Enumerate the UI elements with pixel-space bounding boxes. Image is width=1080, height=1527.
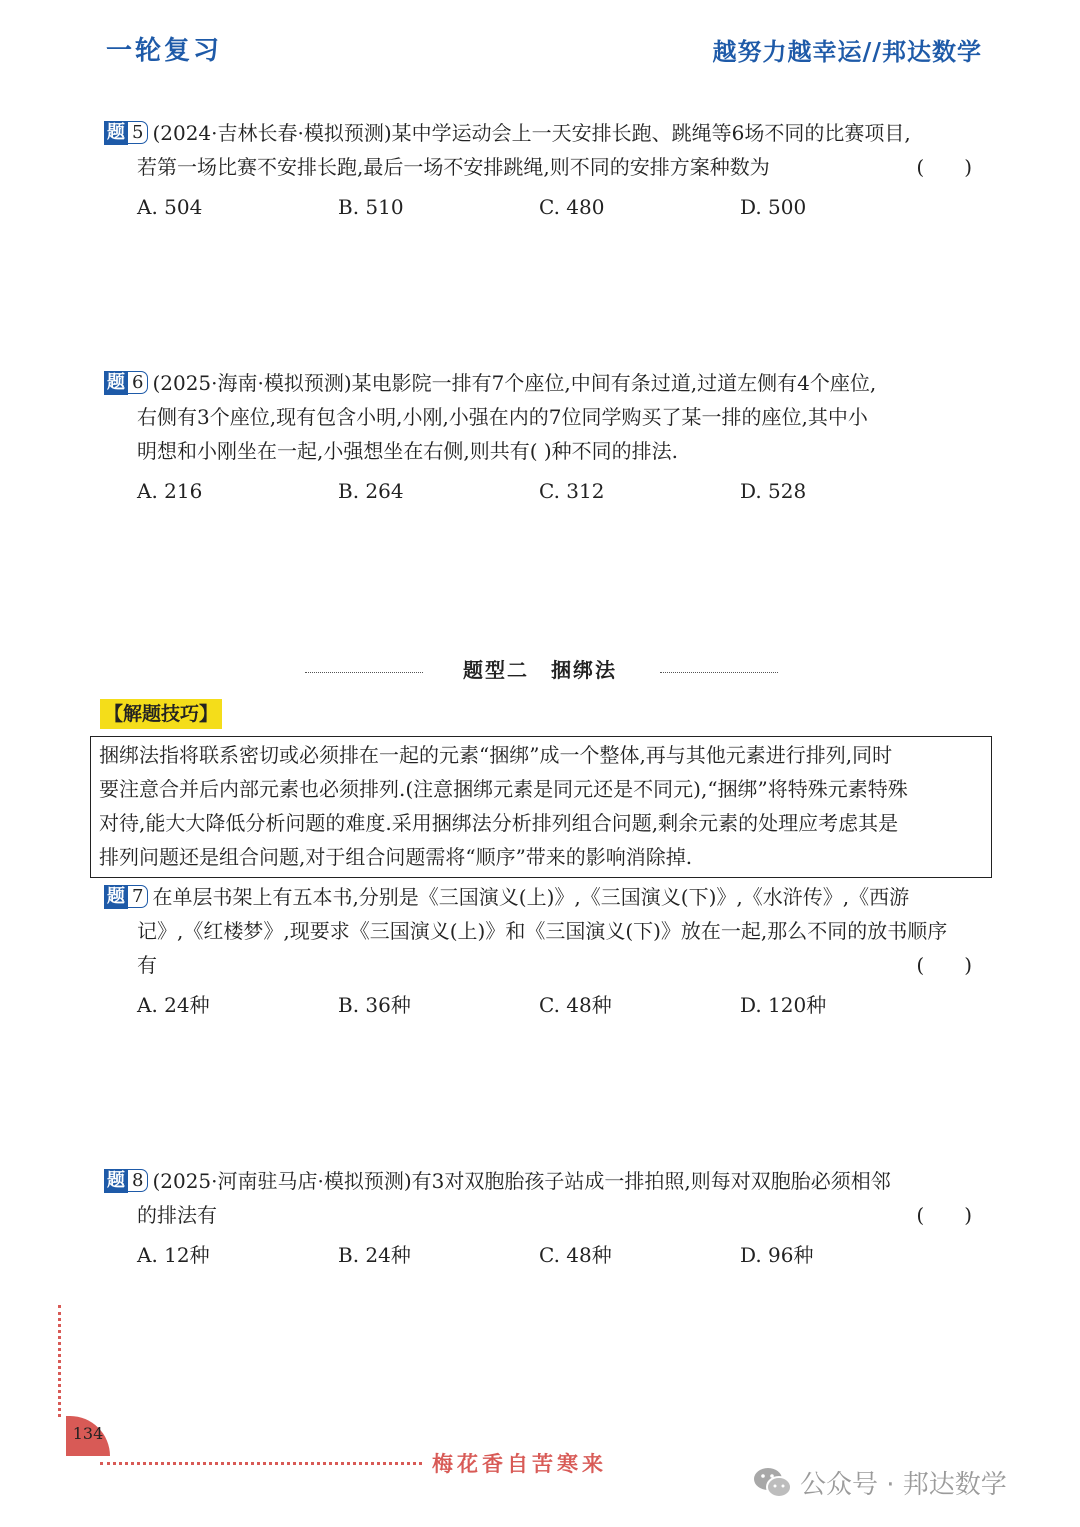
section-title: 题型二 捆绑法 [463, 658, 617, 682]
option-a: A. 24种 [137, 993, 210, 1017]
watermark [752, 1464, 1007, 1501]
tips-line: 捆绑法指将联系密切或必须排在一起的元素“捆绑”成一个整体,再与其他元素进行排列,同时 [99, 743, 893, 767]
option-d: D. 500 [740, 195, 807, 219]
problem-text-line: (2025·海南·模拟预测)某电影院一排有7个座位,中间有条过道,过道左侧有4个座位, [152, 371, 877, 395]
options-row [104, 190, 980, 224]
tips-box [90, 736, 992, 878]
header-left-title: 一轮复习 [106, 36, 223, 66]
option-b: B. 24种 [338, 1243, 411, 1267]
options-row [104, 1238, 980, 1272]
footer-dotted-line-vertical [58, 1305, 61, 1417]
option-b: B. 36种 [338, 993, 411, 1017]
problem-text-line: 有 [137, 953, 157, 977]
problem-text-line: 明想和小刚坐在一起,小强想坐在右侧,则共有( )种不同的排法. [137, 439, 679, 463]
watermark-text: 公众号 · 邦达数学 [800, 1470, 1007, 1500]
section-divider-right [660, 672, 778, 673]
tips-label: 【解题技巧】 [100, 699, 222, 729]
option-c: C. 480 [539, 195, 605, 219]
problem-8 [104, 1164, 980, 1272]
tips-line: 对待,能大大降低分析问题的难度.采用捆绑法分析排列组合问题,剩余元素的处理应考虑其是 [99, 811, 899, 835]
option-c: C. 48种 [539, 1243, 612, 1267]
option-b: B. 264 [338, 479, 404, 503]
option-d: D. 528 [740, 479, 807, 503]
problem-tag: 题 8 [104, 1169, 148, 1193]
problem-text-line: (2024·吉林长春·模拟预测)某中学运动会上一天安排长跑、跳绳等6场不同的比赛项目, [152, 121, 911, 145]
problem-text-line: 若第一场比赛不安排长跑,最后一场不安排跳绳,则不同的安排方案种数为 [137, 155, 770, 179]
wechat-icon [752, 1465, 794, 1501]
page-number: 134 [66, 1416, 110, 1456]
problem-tag: 题 7 [104, 885, 148, 909]
answer-bracket: ( ) [916, 953, 972, 977]
option-a: A. 12种 [137, 1243, 210, 1267]
problem-text-line: 在单层书架上有五本书,分别是《三国演义(上)》,《三国演义(下)》,《水浒传》,《西游 [152, 885, 910, 909]
problem-5 [104, 116, 980, 224]
problem-7 [104, 880, 980, 1022]
options-row [104, 988, 980, 1022]
footer-motto: 梅花香自苦寒来 [432, 1451, 607, 1476]
option-b: B. 510 [338, 195, 404, 219]
option-c: C. 48种 [539, 993, 612, 1017]
tips-line: 排列问题还是组合问题,对于组合问题需将“顺序”带来的影响消除掉. [99, 845, 693, 869]
option-d: D. 96种 [740, 1243, 814, 1267]
header-right-slogan: 越努力越幸运//邦达数学 [712, 37, 982, 66]
option-a: A. 216 [137, 479, 203, 503]
problem-text-line: 的排法有 [137, 1203, 217, 1227]
problem-text-line: 右侧有3个座位,现有包含小明,小刚,小强在内的7位同学购买了某一排的座位,其中小 [137, 405, 868, 429]
answer-bracket: ( ) [916, 155, 972, 179]
problem-tag: 题 6 [104, 371, 148, 395]
option-d: D. 120种 [740, 993, 827, 1017]
footer-dotted-line-horizontal [100, 1462, 422, 1465]
answer-bracket: ( ) [916, 1203, 972, 1227]
problem-text-line: (2025·河南驻马店·模拟预测)有3对双胞胎孩子站成一排拍照,则每对双胞胎必须相邻 [152, 1169, 891, 1193]
options-row [104, 474, 980, 508]
problem-tag: 题 5 [104, 121, 148, 145]
option-c: C. 312 [539, 479, 605, 503]
problem-6 [104, 366, 980, 508]
problem-text-line: 记》,《红楼梦》,现要求《三国演义(上)》和《三国演义(下)》放在一起,那么不同的放书顺序 [137, 919, 948, 943]
option-a: A. 504 [137, 195, 203, 219]
tips-line: 要注意合并后内部元素也必须排列.(注意捆绑元素是同元还是不同元),“捆绑”将特殊元素特殊 [99, 777, 908, 801]
